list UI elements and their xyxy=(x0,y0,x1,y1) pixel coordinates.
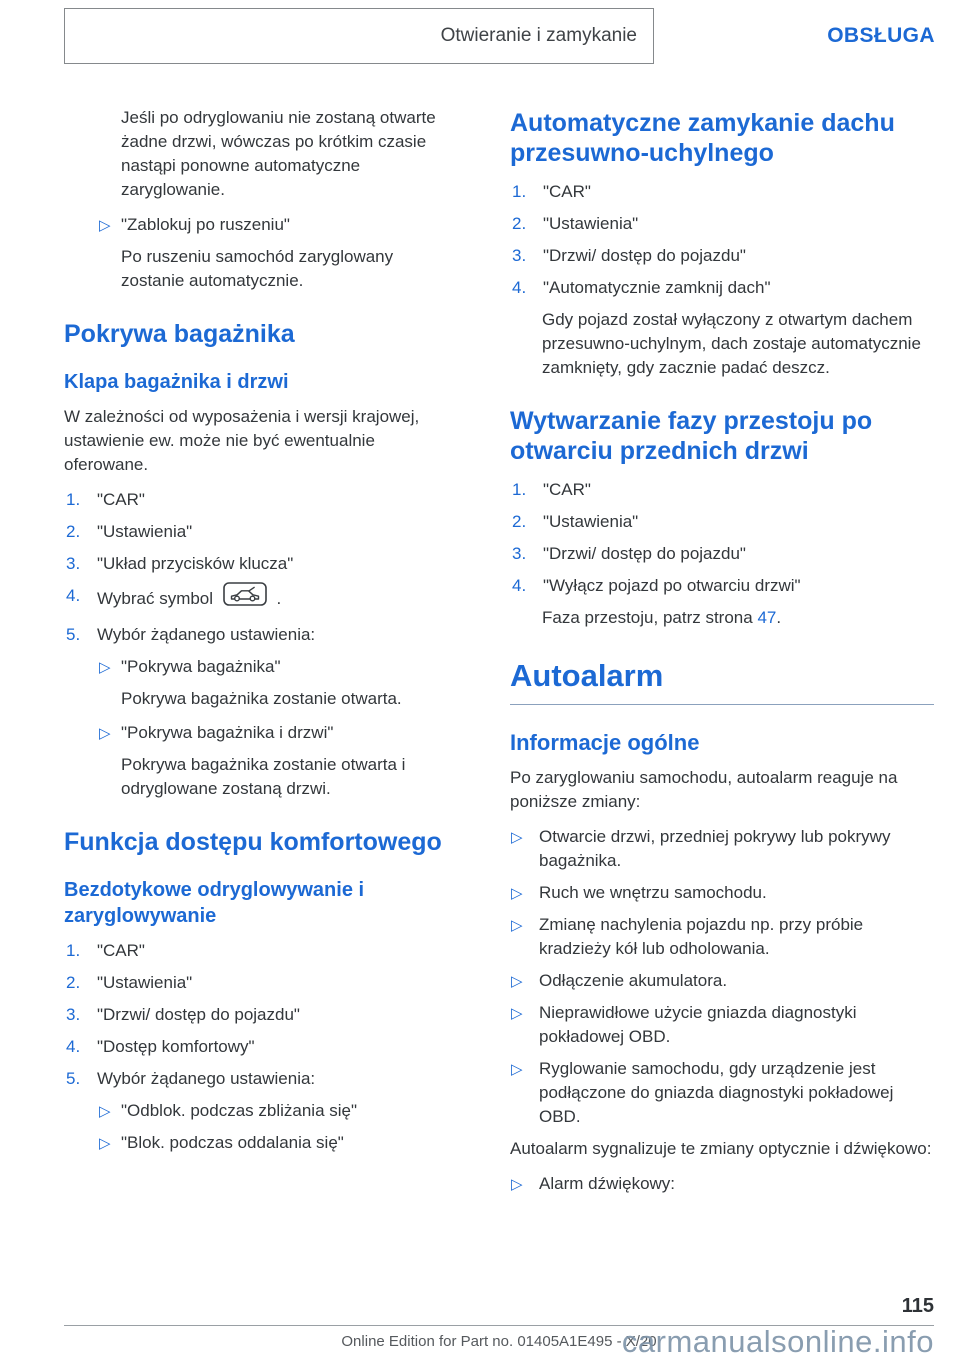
bullet-label: Otwarcie drzwi, przedniej pokrywy lub pokrywy bagażnika. xyxy=(539,827,891,870)
list-item-label: "Ustawienia" xyxy=(543,512,639,531)
triangle-bullet-icon: ▷ xyxy=(99,1103,111,1120)
page-number: 115 xyxy=(901,1295,934,1317)
triangle-bullet-icon: ▷ xyxy=(511,1005,523,1022)
subheading-touchless-locking: Bezdotykowe odryglowywanie i zaryglowywanie xyxy=(64,879,365,927)
bullet-item-option xyxy=(98,1131,460,1155)
bullet-item-option xyxy=(98,655,460,679)
chapter-box xyxy=(64,8,654,64)
watermark: carmanualsonline.info xyxy=(621,1324,934,1359)
list-number: 3. xyxy=(512,246,527,265)
list-item-step xyxy=(510,510,934,534)
list-item-step xyxy=(64,1067,460,1091)
bullet-label: "Zablokuj po ruszeniu" xyxy=(121,215,290,234)
list-item-label: "Ustawienia" xyxy=(97,522,193,541)
bullet-item-lock-after-driveoff xyxy=(98,213,460,237)
bullet-label: Odłączenie akumulatora. xyxy=(539,971,728,990)
page-content xyxy=(64,106,934,1204)
list-item-label: "Drzwi/ dostęp do pojazdu" xyxy=(543,246,746,265)
list-item-label: "Dostęp komfortowy" xyxy=(97,1037,255,1056)
paragraph-alarm-outro: Autoalarm sygnalizuje te zmiany optycznie i dźwiękowo: xyxy=(510,1139,932,1158)
list-item-label: "Drzwi/ dostęp do pojazdu" xyxy=(97,1005,300,1024)
note-option: Pokrywa bagażnika zostanie otwarta i odryglowane zostaną drzwi. xyxy=(121,755,406,798)
note-text: Faza przestoju, patrz strona xyxy=(542,608,758,627)
list-number: 5. xyxy=(66,625,81,644)
bullet-label: "Pokrywa bagażnika" xyxy=(121,657,281,676)
bullet-item-acoustic-alarm xyxy=(510,1172,934,1196)
bullet-item-trigger xyxy=(510,1001,934,1049)
section-label: OBSŁUGA xyxy=(827,24,935,47)
triangle-bullet-icon: ▷ xyxy=(511,917,523,934)
bullet-item-trigger xyxy=(510,1057,934,1129)
list-item-step xyxy=(64,552,460,576)
list-item-step xyxy=(510,276,934,300)
edition-note: Online Edition for Part no. 01405A1E495 - X/20 xyxy=(341,1333,657,1350)
bullet-label: Zmianę nachylenia pojazdu np. przy próbie kradzieży kół lub odholowania. xyxy=(539,915,864,958)
list-item-step xyxy=(510,478,934,502)
subheading-general-information: Informacje ogólne xyxy=(510,730,700,755)
heading-trunk-lid: Pokrywa bagażnika xyxy=(64,320,295,348)
list-item-label: "Ustawienia" xyxy=(97,973,193,992)
note-text: . xyxy=(776,608,782,627)
list-item-label: "Ustawienia" xyxy=(543,214,639,233)
paragraph-auto-relock: Jeśli po odryglowaniu nie zostaną otwarte żadne drzwi, wówczas po krótkim czasie nastąpi ponowne automatyczne zaryglowanie. xyxy=(121,108,436,199)
list-number: 4. xyxy=(66,1037,81,1056)
list-item-label: "Automatycznie zamknij dach" xyxy=(543,278,771,297)
list-item-label: "CAR" xyxy=(543,182,591,201)
list-item-label: "Wyłącz pojazd po otwarciu drzwi" xyxy=(543,576,801,595)
list-number: 1. xyxy=(66,490,81,509)
bullet-label: Ruch we wnętrzu samochodu. xyxy=(539,883,767,902)
subheading-tailgate-and-doors: Klapa bagażnika i drzwi xyxy=(64,371,289,393)
list-item-step xyxy=(510,244,934,268)
bullet-label: "Odblok. podczas zbliżania się" xyxy=(121,1101,358,1120)
list-item-step xyxy=(64,520,460,544)
cross-reference-link[interactable]: 47 xyxy=(757,608,777,627)
note-lock-after-driveoff: Po ruszeniu samochód zaryglowany zostanie automatycznie. xyxy=(121,247,394,290)
triangle-bullet-icon: ▷ xyxy=(511,885,523,902)
list-number: 4. xyxy=(512,576,527,595)
list-item-step xyxy=(64,488,460,512)
page-footer xyxy=(64,1295,934,1359)
open-trunk-symbol-icon xyxy=(223,582,267,613)
list-number: 2. xyxy=(66,522,81,541)
bullet-label: Alarm dźwiękowy: xyxy=(539,1174,676,1193)
paragraph-alarm-intro: Po zaryglowaniu samochodu, autoalarm reaguje na poniższe zmiany: xyxy=(510,768,898,811)
list-number: 3. xyxy=(66,554,81,573)
bullet-item-trigger xyxy=(510,969,934,993)
list-number: 1. xyxy=(512,182,527,201)
list-item-step xyxy=(64,1003,460,1027)
bullet-label: "Blok. podczas oddalania się" xyxy=(121,1133,344,1152)
bullet-label: Ryglowanie samochodu, gdy urządzenie jest podłączone do gniazda diagnostyki pokładowej OBD. xyxy=(539,1059,894,1126)
list-item-label: "CAR" xyxy=(97,941,145,960)
list-item-step xyxy=(510,542,934,566)
list-item-step xyxy=(510,574,934,598)
list-item-step xyxy=(510,180,934,204)
triangle-bullet-icon: ▷ xyxy=(99,659,111,676)
list-number: 3. xyxy=(66,1005,81,1024)
list-item-label: Wybór żądanego ustawienia: xyxy=(97,1069,316,1088)
list-item-label: . xyxy=(276,588,282,608)
list-item-step-select-symbol xyxy=(64,584,460,615)
list-number: 2. xyxy=(66,973,81,992)
triangle-bullet-icon: ▷ xyxy=(99,217,111,234)
list-number: 1. xyxy=(512,480,527,499)
heading-alarm-system: Autoalarm xyxy=(510,658,934,705)
note-idle-phase xyxy=(542,606,934,630)
bullet-item-trigger xyxy=(510,913,934,961)
right-column xyxy=(510,106,934,1204)
list-item-label: "Układ przycisków klucza" xyxy=(97,554,294,573)
note-option: Pokrywa bagażnika zostanie otwarta. xyxy=(121,689,402,708)
page-header xyxy=(64,8,935,64)
bullet-item-trigger xyxy=(510,825,934,873)
list-number: 3. xyxy=(512,544,527,563)
left-column xyxy=(64,106,460,1204)
triangle-bullet-icon: ▷ xyxy=(511,829,523,846)
triangle-bullet-icon: ▷ xyxy=(511,1061,523,1078)
list-number: 4. xyxy=(512,278,527,297)
triangle-bullet-icon: ▷ xyxy=(511,1176,523,1193)
paragraph-equipment-note: W zależności od wyposażenia i wersji krajowej, ustawienie ew. może nie być ewentualnie oferowane. xyxy=(64,407,420,474)
list-number: 2. xyxy=(512,512,527,531)
list-number: 4. xyxy=(66,586,81,605)
bullet-label: "Pokrywa bagażnika i drzwi" xyxy=(121,723,334,742)
list-item-label: "CAR" xyxy=(97,490,145,509)
heading-comfort-access: Funkcja dostępu komfortowego xyxy=(64,828,442,856)
list-item-step xyxy=(64,939,460,963)
list-item-label: "CAR" xyxy=(543,480,591,499)
list-number: 5. xyxy=(66,1069,81,1088)
bullet-item-trigger xyxy=(510,881,934,905)
list-item-label: Wybór żądanego ustawienia: xyxy=(97,625,316,644)
list-number: 2. xyxy=(512,214,527,233)
list-number: 1. xyxy=(66,941,81,960)
list-item-step xyxy=(64,1035,460,1059)
list-item-label: "Drzwi/ dostęp do pojazdu" xyxy=(543,544,746,563)
heading-auto-roof-closing: Automatyczne zamykanie dachu przesuwno-uchylnego xyxy=(510,109,895,167)
bullet-label: Nieprawidłowe użycie gniazda diagnostyki pokładowej OBD. xyxy=(539,1003,857,1046)
bullet-item-option xyxy=(98,721,460,745)
chapter-title: Otwieranie i zamykanie xyxy=(440,25,637,46)
triangle-bullet-icon: ▷ xyxy=(99,725,111,742)
bullet-item-option xyxy=(98,1099,460,1123)
list-item-step xyxy=(64,623,460,647)
heading-idle-phase: Wytwarzanie fazy przestoju po otwarciu przednich drzwi xyxy=(510,407,873,465)
triangle-bullet-icon: ▷ xyxy=(511,973,523,990)
list-item-label: Wybrać symbol xyxy=(97,588,214,608)
list-item-step xyxy=(64,971,460,995)
note-roof-rain: Gdy pojazd został wyłączony z otwartym dachem przesuwno-uchylnym, dach zostaje automatycznie zamknięty, gdy zacznie padać deszcz. xyxy=(542,310,921,377)
list-item-step xyxy=(510,212,934,236)
triangle-bullet-icon: ▷ xyxy=(99,1135,111,1152)
